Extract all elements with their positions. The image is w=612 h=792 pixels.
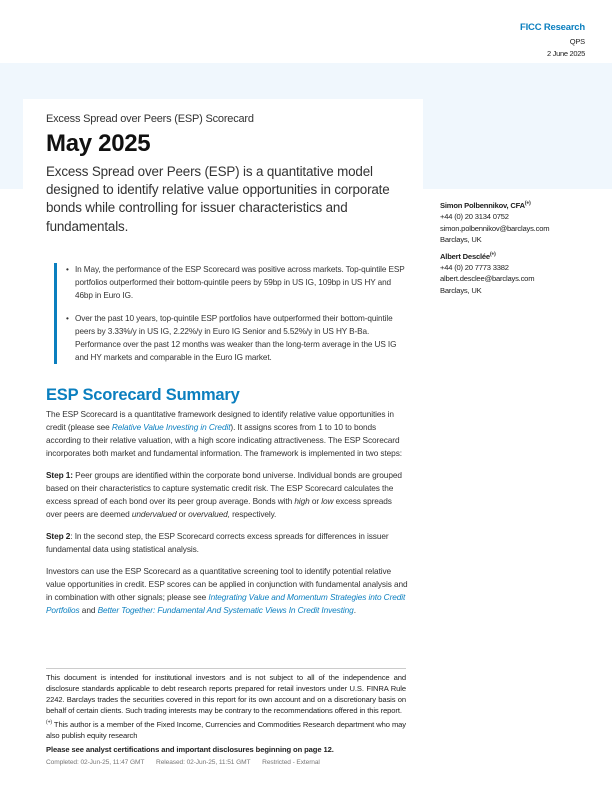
author-phone: +44 (0) 20 7773 3382 bbox=[440, 263, 509, 273]
page-title: May 2025 bbox=[46, 130, 151, 157]
link-relative-value[interactable]: Relative Value Investing in Credit bbox=[111, 422, 231, 432]
report-header bbox=[520, 22, 585, 58]
step-2-paragraph: Step 2: In the second step, the ESP Scorecard corrects excess spreads for differences in issuer fundamental data using statistical analysis. bbox=[46, 531, 389, 554]
completed-timestamp: Completed: 02-Jun-25, 11:47 GMT bbox=[46, 759, 145, 766]
author-email[interactable]: albert.desclee@barclays.com bbox=[440, 274, 535, 284]
certifications-notice: Please see analyst certifications and important disclosures beginning on page 12. bbox=[46, 745, 334, 754]
report-lede: Excess Spread over Peers (ESP) is a quantitative model designed to identify relative value opportunities in corporate bonds while controlling for issuer characteristics and fundamentals. bbox=[46, 164, 390, 234]
release-metadata bbox=[46, 757, 406, 768]
author-phone: +44 (0) 20 3134 0752 bbox=[440, 212, 509, 222]
author-name: Albert Desclée(+) bbox=[440, 251, 496, 261]
author-marker: (+) bbox=[489, 251, 496, 258]
division-label: QPS bbox=[569, 37, 585, 46]
step-2-label: Step 2 bbox=[46, 531, 71, 541]
report-date: 2 June 2025 bbox=[547, 49, 585, 58]
summary-body bbox=[46, 408, 408, 626]
footer-disclaimer bbox=[46, 672, 406, 768]
author-name: Simon Polbennikov, CFA(+) bbox=[440, 200, 531, 210]
author-email[interactable]: simon.polbennikov@barclays.com bbox=[440, 223, 550, 233]
author-note: (+) This author is a member of the Fixed Income, Currencies and Commodities Research department who may also publish equity research bbox=[46, 719, 406, 740]
summary-paragraph: The ESP Scorecard is a quantitative framework designed to identify relative value opportunities in credit (please see Relative Value Investing in Credit). It assigns scores from 1 to 10 to bonds according to their relative valuation, with a high score indicating attractiveness. The ESP Scorecard incorporates both market and fundamental information. The framework is implemented in two steps: bbox=[46, 409, 402, 458]
author-affiliation: Barclays, UK bbox=[440, 285, 482, 295]
footer-divider bbox=[46, 668, 406, 669]
author-card bbox=[440, 251, 549, 297]
author-list bbox=[440, 200, 549, 301]
usage-paragraph: Investors can use the ESP Scorecard as a quantitative screening tool to identify potential relative value opportunities in credit. ESP scores can be applied in conjunction with fundamental analysis and in combination with other signals; please see Integrating Value and Momentum Strategies into Credit Portfolios and Better Together: Fundamental And Systematic Views In Credit Investing. bbox=[46, 566, 408, 615]
section-heading: ESP Scorecard Summary bbox=[46, 386, 240, 404]
author-affiliation: Barclays, UK bbox=[440, 235, 482, 245]
brand-label: FICC Research bbox=[520, 22, 585, 33]
hero-background-right bbox=[423, 139, 612, 189]
author-card bbox=[440, 200, 549, 246]
released-timestamp: Released: 02-Jun-25, 11:51 GMT bbox=[156, 759, 251, 766]
key-highlights bbox=[54, 263, 406, 364]
link-better-together[interactable]: Better Together: Fundamental And Systematic Views In Credit Investing bbox=[97, 605, 354, 615]
report-series: Excess Spread over Peers (ESP) Scorecard bbox=[46, 113, 254, 125]
link-integrating-value-momentum[interactable]: Integrating Value and Momentum Strategies into Credit Portfolios bbox=[46, 592, 406, 615]
classification-label: Restricted - External bbox=[262, 759, 320, 766]
step-1-label: Step 1: bbox=[46, 470, 73, 480]
disclaimer-text: This document is intended for institutional investors and is not subject to all of the independence and disclosure standards applicable to debt research reports prepared for retail investors under U.S. FINRA Rule 2242. Barclays trades the securities covered in this report for its own account and on a discretionary basis on behalf of certain clients. Such trading interests may be contrary to the recommendations offered in this report. bbox=[46, 673, 406, 715]
highlight-item: • In May, the performance of the ESP Scorecard was positive across markets. Top-quintile ESP portfolios outperformed their bottom-quintile peers by 59bp in US IG, 109bp in US HY and 46bp in Euro IG. bbox=[66, 263, 406, 302]
author-marker: (+) bbox=[524, 200, 531, 207]
step-1-paragraph: Step 1: Peer groups are identified within the corporate bond universe. Individual bonds are grouped based on their characteristics to capture systematic credit risk. The ESP Scorecard calculates the excess spread of each bond over its peer group average. Bonds with high or low excess spreads over peers are deemed undervalued or overvalued, respectively. bbox=[46, 470, 402, 519]
highlight-item: • Over the past 10 years, top-quintile ESP portfolios have outperformed their bottom-quintile peers by 3.33%/y in US IG, 2.22%/y in Euro IG Senior and 5.52%/y in US HY B-Ba. Performance over the past 12 months was weaker than the long-term average in the US IG and HY markets and comparable in the Euro IG market. bbox=[66, 312, 406, 364]
